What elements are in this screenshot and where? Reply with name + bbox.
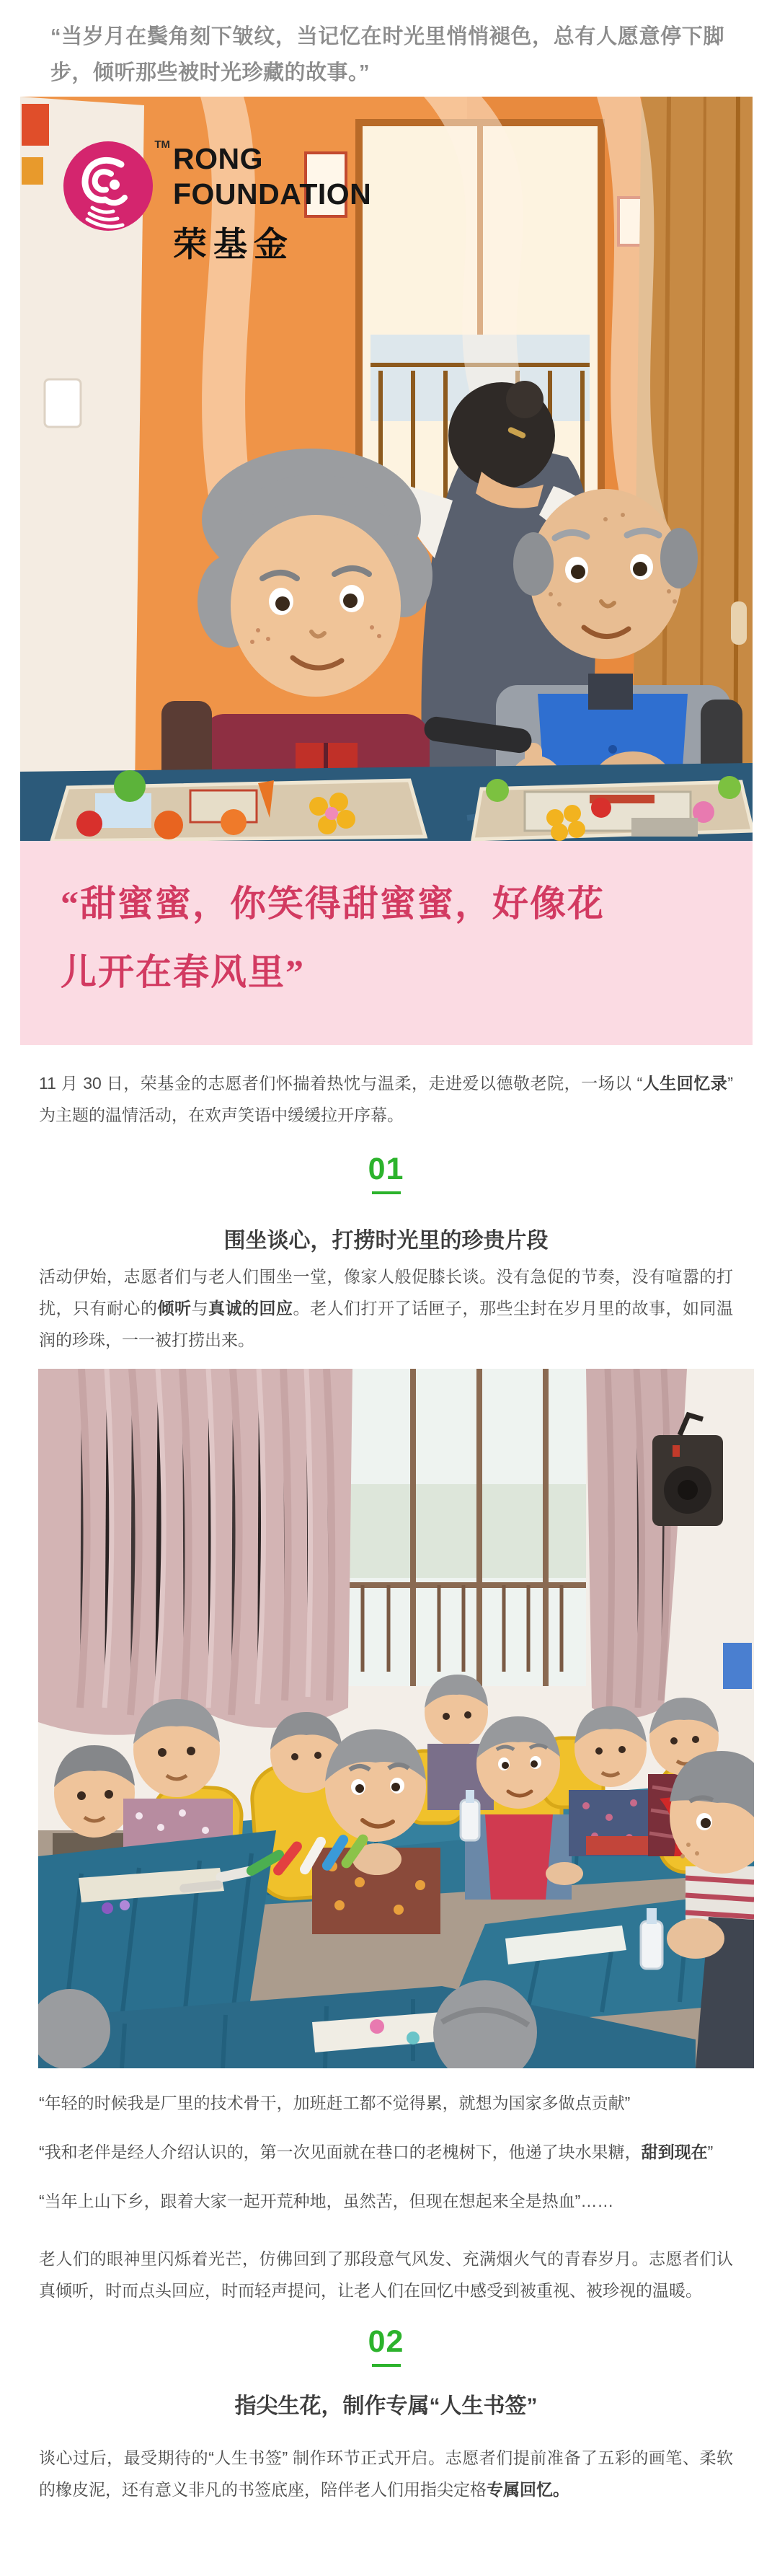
section-number-01: [0, 1152, 772, 1194]
banner-quote-line1: “甜蜜蜜，你笑得甜蜜蜜，好像花: [61, 883, 605, 924]
section-number-underline: [372, 2364, 401, 2367]
rong-foundation-logo: [63, 138, 372, 266]
elder-quote-1: “年轻的时候我是厂里的技术骨干，加班赶工都不觉得累，就想为国家多做点贡献”: [39, 2094, 631, 2112]
text-segment: 活动伊始，志愿者们与老人们围坐一堂，像家人般促膝长谈。没有急促的节奏，没有喧嚣的打扰，只有耐心的: [39, 1267, 733, 1318]
text-segment-bold: 甜到现在: [641, 2143, 708, 2161]
logo-name-en-line2: FOUNDATION: [173, 177, 372, 211]
text-segment-bold: 倾听: [157, 1299, 192, 1318]
section-title-1: 围坐谈心，打捞时光里的珍贵片段: [223, 1229, 549, 1253]
text-segment: ” 为主题的温情活动，在欢声笑语中缓缓拉开序幕。: [39, 1074, 733, 1124]
elder-quote-2: [39, 2136, 733, 2168]
paragraph-eyes: 老人们的眼神里闪烁着光芒，仿佛回到了那段意气风发、充满烟火气的青春岁月。志愿者们认真倾听，时而点头回应，时而轻声提问，让老人们在回忆中感受到被重视、被珍视的温暖。: [39, 2249, 733, 2300]
photo-group-discussion-illustration: [38, 1369, 754, 2068]
rong-logo-elephant-icon: [63, 138, 170, 231]
paragraph-bookmark: [39, 2442, 733, 2505]
text-segment: 11 月 30 日，荣基金的志愿者们怀揣着热忱与温柔，走进爱以德敬老院，一场以 “: [39, 1074, 643, 1093]
logo-text: [173, 141, 371, 266]
window: [348, 1369, 586, 1686]
sweet-quote-banner: [20, 841, 753, 1045]
section-title-2: 指尖生花，制作专属“人生书签”: [234, 2394, 538, 2418]
photo-group-discussion[interactable]: [38, 1369, 754, 2068]
banner-quote-line2: 儿开在春风里”: [61, 952, 305, 992]
logo-name-cn: 荣基金: [173, 225, 294, 263]
craft-table: [20, 763, 753, 841]
section-number-underline: [372, 1191, 401, 1194]
logo-name-en-line1: RONG: [173, 142, 263, 175]
paragraph-intro: [39, 1067, 733, 1131]
photo-elderly-couple[interactable]: [20, 97, 753, 841]
text-segment-bold: 真诚的回应: [208, 1299, 293, 1318]
elder-quote-3: “当年上山下乡，跟着大家一起开荒种地，虽然苦，但现在想起来全是热血”……: [39, 2192, 614, 2210]
paragraph-activity: [39, 1261, 733, 1356]
section-number-text: 02: [368, 2324, 404, 2359]
section-number-text: 01: [368, 1152, 404, 1186]
text-segment-bold: 专属回忆。: [487, 2480, 569, 2499]
wall-equipment: [723, 1643, 752, 1689]
text-segment-bold: 人生回忆录: [642, 1074, 728, 1093]
text-segment: 。老人们打开了话匣子，那些尘封在岁月里的故事，如同温润的珍珠，一一被打捞出来。: [39, 1299, 733, 1349]
section-number-02: [0, 2325, 772, 2367]
text-segment: 谈心过后，最受期待的“人生书签” 制作环节正式开启。志愿者们提前准备了五彩的画笔、柔软的橡皮泥，还有意义非凡的书签底座，陪伴老人们用指尖定格: [39, 2448, 733, 2499]
text-segment: 与: [191, 1299, 208, 1318]
text-segment: “我和老伴是经人介绍认识的，第一次见面就在巷口的老槐树下，他递了块水果糖，: [39, 2143, 642, 2161]
trademark-symbol: TM: [154, 138, 170, 151]
text-segment: ”: [707, 2143, 714, 2161]
intro-quote: “当岁月在鬓角刻下皱纹，当记忆在时光里悄悄褪色，总有人愿意停下脚步，倾听那些被时光珍藏的故事。”: [50, 25, 724, 84]
